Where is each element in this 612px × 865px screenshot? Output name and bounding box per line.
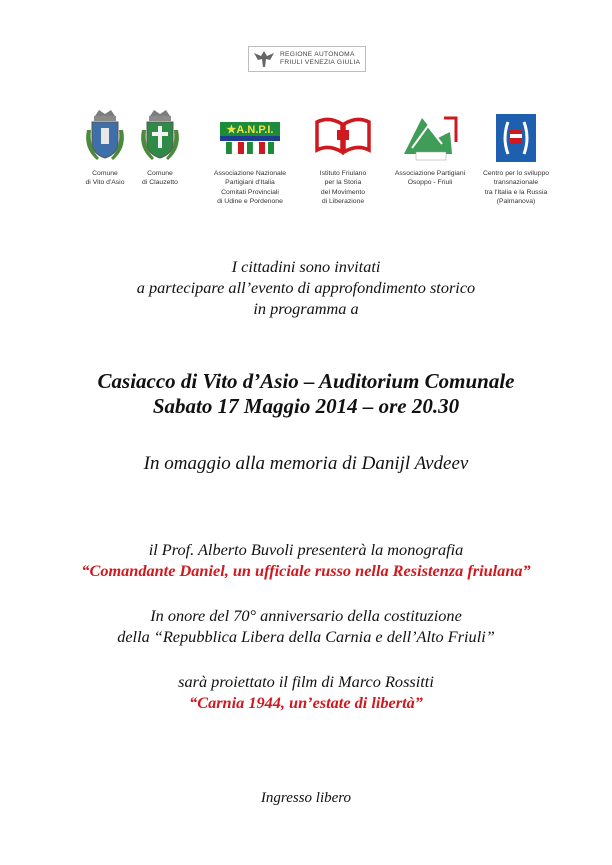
centro-sviluppo-logo-icon	[484, 108, 548, 166]
logo-caption: Comune di Clauzetto	[142, 170, 178, 187]
logo-anpi	[205, 108, 295, 207]
intro-line: in programma a	[253, 299, 359, 318]
film-title: “Carnia 1944, un’estate di libertà”	[189, 693, 423, 712]
venue-datetime: Sabato 17 Maggio 2014 – ore 20.30	[152, 394, 460, 418]
logo-centro-sviluppo	[471, 108, 561, 207]
dedication: In omaggio alla memoria di Danijl Avdeev	[143, 453, 469, 474]
logo-caption: Associazione Partigiani Osoppo - Friuli	[394, 170, 466, 187]
regione-fvg-logo	[248, 46, 366, 72]
venue-location: Casiacco di Vito d’Asio – Auditorium Comunale	[97, 369, 515, 393]
anniversary-line: In onore del 70° anniversario della costituzione	[150, 606, 462, 625]
logo-caption: Comune di Vito d'Asio	[85, 170, 125, 187]
invitation-intro	[0, 256, 612, 319]
anpi-logo-icon	[218, 108, 282, 166]
logo-ifsml	[298, 108, 388, 207]
logo-caption: Centro per lo sviluppo transnazionale tra l'Italia e la Russia (Palmanova)	[482, 170, 550, 206]
presentation-block	[0, 539, 612, 581]
coat-of-arms-icon	[134, 108, 186, 166]
monograph-title: “Comandante Daniel, un ufficiale russo nella Resistenza friulana”	[81, 561, 531, 580]
regione-line2: FRIULI VENEZIA GIULIA	[280, 59, 361, 66]
venue-block	[0, 369, 612, 419]
logo-osoppo	[385, 108, 475, 188]
film-block	[0, 671, 612, 713]
free-entry-note: Ingresso libero	[260, 790, 352, 806]
intro-line: I cittadini sono invitati	[231, 257, 381, 276]
presentation-line: il Prof. Alberto Buvoli presenterà la monografia	[148, 540, 464, 559]
logo-comune-clauzetto	[115, 108, 205, 188]
regione-text	[280, 51, 360, 67]
logo-caption: Istituto Friulano per la Storia del Movimento di Liberazione	[319, 170, 367, 206]
ifsml-book-icon	[311, 108, 375, 166]
svg-text:★A.N.P.I.: ★A.N.P.I.	[226, 124, 274, 136]
film-line: sarà proiettato il film di Marco Rossitti	[178, 672, 434, 691]
regione-line1: REGIONE AUTONOMA	[280, 51, 355, 58]
anniversary-line: della “Repubblica Libera della Carnia e dell’Alto Friuli”	[117, 627, 495, 646]
logo-caption: Associazione Nazionale Partigiani d'Italia Comitati Provinciali di Udine e Pordenone	[213, 170, 287, 206]
intro-line: a partecipare all’evento di approfondimento storico	[136, 278, 476, 297]
anniversary-block	[0, 605, 612, 647]
eagle-icon	[251, 47, 277, 71]
osoppo-logo-icon	[398, 108, 462, 166]
